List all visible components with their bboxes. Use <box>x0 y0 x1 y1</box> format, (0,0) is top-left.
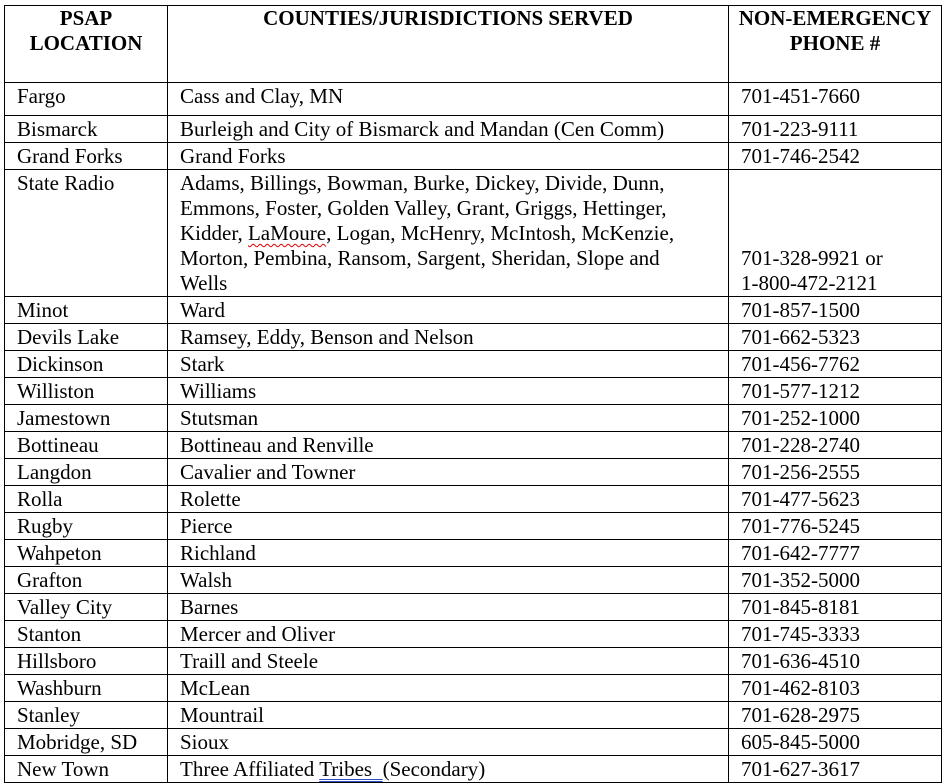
served-cell: Barnes <box>168 594 729 621</box>
location-cell: Stanton <box>5 621 168 648</box>
table-row <box>5 729 942 756</box>
table-row <box>5 459 942 486</box>
phone-cell: 701-746-2542 <box>729 143 942 170</box>
served-cell: Ramsey, Eddy, Benson and Nelson <box>168 324 729 351</box>
served-text: Kidder, <box>180 221 248 245</box>
phone-cell: 701-662-5323 <box>729 324 942 351</box>
table-row <box>5 351 942 378</box>
location-cell: Stanley <box>5 702 168 729</box>
table-body <box>5 83 942 783</box>
phone-cell: 701-477-5623 <box>729 486 942 513</box>
location-cell: Wahpeton <box>5 540 168 567</box>
served-cell: Sioux <box>168 729 729 756</box>
served-line: Morton, Pembina, Ransom, Sargent, Sheridan, Slope and <box>180 246 660 270</box>
location-cell: Dickinson <box>5 351 168 378</box>
served-cell: Pierce <box>168 513 729 540</box>
location-cell: Devils Lake <box>5 324 168 351</box>
served-cell <box>168 756 729 783</box>
served-cell: Walsh <box>168 567 729 594</box>
location-cell: New Town <box>5 756 168 783</box>
table-row <box>5 621 942 648</box>
table-row <box>5 378 942 405</box>
served-cell: Traill and Steele <box>168 648 729 675</box>
phone-cell: 701-223-9111 <box>729 116 942 143</box>
phone-cell: 701-745-3333 <box>729 621 942 648</box>
phone-cell: 701-462-8103 <box>729 675 942 702</box>
phone-cell: 701-776-5245 <box>729 513 942 540</box>
phone-cell: 701-577-1212 <box>729 378 942 405</box>
table-row <box>5 567 942 594</box>
location-cell: Rolla <box>5 486 168 513</box>
grammar-underlined-word: Tribes <box>319 757 383 781</box>
phone-cell: 701-857-1500 <box>729 297 942 324</box>
served-text: , Logan, McHenry, McIntosh, McKenzie, <box>326 221 675 245</box>
phone-cell: 701-451-7660 <box>729 83 942 116</box>
psap-table <box>4 5 942 783</box>
served-cell: Ward <box>168 297 729 324</box>
served-cell: Grand Forks <box>168 143 729 170</box>
phone-cell <box>729 170 942 297</box>
location-cell: Bismarck <box>5 116 168 143</box>
table-row <box>5 170 942 297</box>
served-cell: Stutsman <box>168 405 729 432</box>
table-row <box>5 756 942 783</box>
table-row <box>5 702 942 729</box>
header-location: PSAP LOCATION <box>5 6 168 83</box>
served-text: (Secondary) <box>382 757 486 781</box>
served-cell: Stark <box>168 351 729 378</box>
table-header <box>5 6 942 83</box>
served-cell: McLean <box>168 675 729 702</box>
location-cell: Bottineau <box>5 432 168 459</box>
phone-cell: 701-256-2555 <box>729 459 942 486</box>
phone-cell: 701-627-3617 <box>729 756 942 783</box>
header-served: COUNTIES/JURISDICTIONS SERVED <box>168 6 729 83</box>
phone-cell: 701-642-7777 <box>729 540 942 567</box>
phone-cell: 701-628-2975 <box>729 702 942 729</box>
location-cell: Mobridge, SD <box>5 729 168 756</box>
phone-line: 1-800-472-2121 <box>741 271 878 295</box>
served-cell: Burleigh and City of Bismarck and Mandan (Cen Comm) <box>168 116 729 143</box>
location-cell: Hillsboro <box>5 648 168 675</box>
phone-cell: 701-636-4510 <box>729 648 942 675</box>
location-cell: Washburn <box>5 675 168 702</box>
served-line: Wells <box>180 271 228 295</box>
table-row <box>5 83 942 116</box>
served-cell: Bottineau and Renville <box>168 432 729 459</box>
table-row <box>5 648 942 675</box>
location-cell: Grafton <box>5 567 168 594</box>
served-line: Adams, Billings, Bowman, Burke, Dickey, Divide, Dunn, <box>180 171 665 195</box>
phone-cell: 605-845-5000 <box>729 729 942 756</box>
table-row <box>5 675 942 702</box>
location-cell: Williston <box>5 378 168 405</box>
phone-cell: 701-456-7762 <box>729 351 942 378</box>
location-cell: Jamestown <box>5 405 168 432</box>
location-cell: State Radio <box>5 170 168 297</box>
header-phone: NON-EMERGENCY PHONE # <box>729 6 942 83</box>
table-row <box>5 116 942 143</box>
served-text: Three Affiliated <box>180 757 320 781</box>
phone-line: 701-328-9921 or <box>741 246 883 270</box>
location-cell: Rugby <box>5 513 168 540</box>
location-cell: Fargo <box>5 83 168 116</box>
phone-cell: 701-228-2740 <box>729 432 942 459</box>
location-cell: Minot <box>5 297 168 324</box>
served-cell: Mountrail <box>168 702 729 729</box>
served-cell: Mercer and Oliver <box>168 621 729 648</box>
served-line <box>180 221 718 246</box>
table-row <box>5 297 942 324</box>
spellcheck-underlined-word: LaMoure <box>247 221 327 245</box>
served-cell: Cavalier and Towner <box>168 459 729 486</box>
table-row <box>5 324 942 351</box>
served-cell <box>168 170 729 297</box>
location-cell: Valley City <box>5 594 168 621</box>
served-cell: Williams <box>168 378 729 405</box>
table-row <box>5 405 942 432</box>
served-cell: Richland <box>168 540 729 567</box>
table-row <box>5 432 942 459</box>
location-cell: Grand Forks <box>5 143 168 170</box>
table-row <box>5 594 942 621</box>
phone-cell: 701-352-5000 <box>729 567 942 594</box>
table-row <box>5 540 942 567</box>
table-row <box>5 143 942 170</box>
phone-cell: 701-252-1000 <box>729 405 942 432</box>
header-row <box>5 6 942 83</box>
table-row <box>5 486 942 513</box>
served-cell: Rolette <box>168 486 729 513</box>
table-row <box>5 513 942 540</box>
phone-cell: 701-845-8181 <box>729 594 942 621</box>
served-line: Emmons, Foster, Golden Valley, Grant, Griggs, Hettinger, <box>180 196 667 220</box>
location-cell: Langdon <box>5 459 168 486</box>
served-cell: Cass and Clay, MN <box>168 83 729 116</box>
